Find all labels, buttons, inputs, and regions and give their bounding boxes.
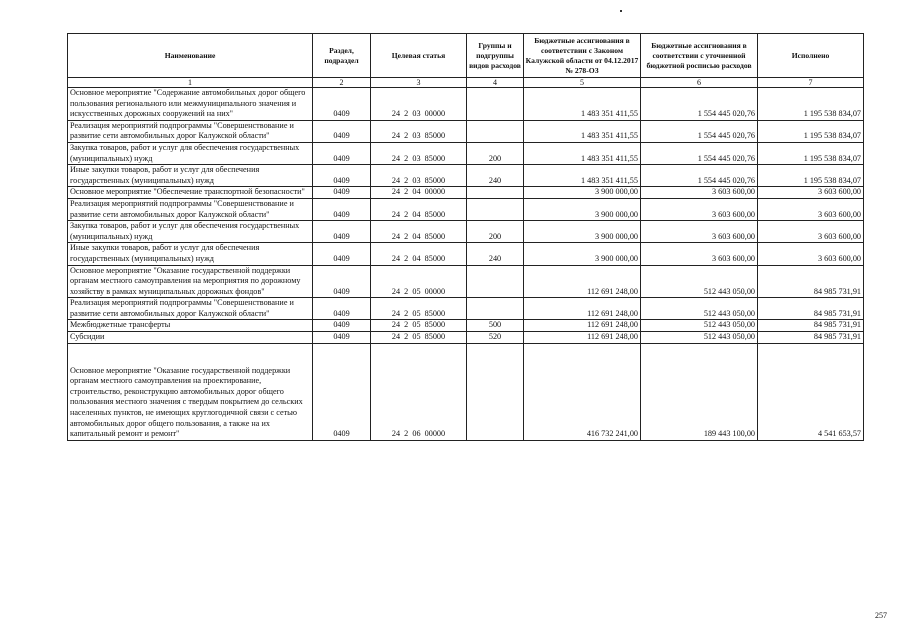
cell-executed-amount: 1 195 538 834,07 [758, 142, 864, 164]
header-executed: Исполнено [758, 34, 864, 78]
cell-refined-amount: 512 443 050,00 [641, 265, 758, 298]
header-group: Группы и подгруппы видов расходов [467, 34, 524, 78]
cell-target: 24 2 03 85000 [371, 120, 467, 142]
cell-refined-amount: 1 554 445 020,76 [641, 165, 758, 187]
cell-section: 0409 [313, 88, 371, 121]
cell-executed-amount: 3 603 600,00 [758, 243, 864, 265]
cell-section: 0409 [313, 243, 371, 265]
cell-refined-amount: 3 603 600,00 [641, 221, 758, 243]
cell-group [467, 187, 524, 199]
cell-name: Иные закупки товаров, работ и услуг для обеспечения государственных (муниципальных) нужд [68, 165, 313, 187]
column-number: 5 [524, 78, 641, 88]
cell-refined-amount: 189 443 100,00 [641, 343, 758, 440]
cell-law-amount: 3 900 000,00 [524, 243, 641, 265]
cell-name: Основное мероприятие "Обеспечение транспортной безопасности" [68, 187, 313, 199]
table-body [68, 88, 864, 441]
cell-executed-amount: 84 985 731,91 [758, 320, 864, 332]
table-row [68, 332, 864, 344]
header-refined: Бюджетные ассигнования в соответствии с уточненной бюджетной росписью расходов [641, 34, 758, 78]
cell-law-amount: 416 732 241,00 [524, 343, 641, 440]
column-number: 1 [68, 78, 313, 88]
cell-target: 24 2 03 85000 [371, 165, 467, 187]
cell-group: 240 [467, 165, 524, 187]
column-number-row [68, 78, 864, 88]
cell-refined-amount: 512 443 050,00 [641, 320, 758, 332]
cell-target: 24 2 04 00000 [371, 187, 467, 199]
table-row [68, 187, 864, 199]
column-number: 6 [641, 78, 758, 88]
cell-group [467, 265, 524, 298]
cell-law-amount: 112 691 248,00 [524, 265, 641, 298]
cell-group [467, 298, 524, 320]
cell-name: Реализация мероприятий подпрограммы "Совершенствование и развитие сети автомобильных дорог Калужской области" [68, 198, 313, 220]
cell-executed-amount: 1 195 538 834,07 [758, 165, 864, 187]
table-row [68, 221, 864, 243]
header-row [68, 34, 864, 78]
cell-section: 0409 [313, 142, 371, 164]
column-number: 7 [758, 78, 864, 88]
cell-group [467, 343, 524, 440]
cell-target: 24 2 06 00000 [371, 343, 467, 440]
cell-name: Реализация мероприятий подпрограммы "Совершенствование и развитие сети автомобильных дорог Калужской области" [68, 298, 313, 320]
cell-section: 0409 [313, 265, 371, 298]
cell-group: 240 [467, 243, 524, 265]
cell-executed-amount: 84 985 731,91 [758, 265, 864, 298]
cell-executed-amount: 3 603 600,00 [758, 187, 864, 199]
cell-refined-amount: 1 554 445 020,76 [641, 142, 758, 164]
cell-target: 24 2 04 85000 [371, 198, 467, 220]
cell-executed-amount: 3 603 600,00 [758, 198, 864, 220]
cell-group: 200 [467, 221, 524, 243]
cell-group [467, 120, 524, 142]
cell-law-amount: 1 483 351 411,55 [524, 142, 641, 164]
column-number: 2 [313, 78, 371, 88]
cell-group: 200 [467, 142, 524, 164]
cell-name: Основное мероприятие "Содержание автомобильных дорог общего пользования регионального или межмуниципального значения и искусственных дорожных сооружений на них" [68, 88, 313, 121]
cell-refined-amount: 3 603 600,00 [641, 243, 758, 265]
cell-law-amount: 3 900 000,00 [524, 221, 641, 243]
cell-section: 0409 [313, 298, 371, 320]
column-number: 4 [467, 78, 524, 88]
cell-group: 520 [467, 332, 524, 344]
header-section: Раздел, подраздел [313, 34, 371, 78]
cell-law-amount: 3 900 000,00 [524, 187, 641, 199]
cell-executed-amount: 1 195 538 834,07 [758, 88, 864, 121]
cell-name: Основное мероприятие "Оказание государственной поддержки органам местного самоуправления на проектирование, строительство, реконструкцию автомобильных дорог общего пользования местного значения с твердым покрытием до сельских населенных пунктов, не имеющих круглогодичной связи с сетью автомобильных дорог общего пользования, а также на их капитальный ремонт и ремонт" [68, 343, 313, 440]
cell-target: 24 2 05 85000 [371, 332, 467, 344]
table-row [68, 142, 864, 164]
cell-refined-amount: 512 443 050,00 [641, 298, 758, 320]
cell-section: 0409 [313, 221, 371, 243]
cell-group [467, 198, 524, 220]
cell-refined-amount: 3 603 600,00 [641, 187, 758, 199]
cell-section: 0409 [313, 320, 371, 332]
cell-group [467, 88, 524, 121]
cell-executed-amount: 84 985 731,91 [758, 298, 864, 320]
cell-refined-amount: 3 603 600,00 [641, 198, 758, 220]
cell-section: 0409 [313, 343, 371, 440]
table-row [68, 243, 864, 265]
cell-refined-amount: 1 554 445 020,76 [641, 120, 758, 142]
cell-name: Реализация мероприятий подпрограммы "Совершенствование и развитие сети автомобильных дорог Калужской области" [68, 120, 313, 142]
cell-target: 24 2 04 85000 [371, 221, 467, 243]
cell-law-amount: 1 483 351 411,55 [524, 165, 641, 187]
cell-name: Субсидии [68, 332, 313, 344]
header-name: Наименование [68, 34, 313, 78]
header-target: Целевая статья [371, 34, 467, 78]
cell-section: 0409 [313, 187, 371, 199]
table-row [68, 320, 864, 332]
scan-speck [620, 10, 622, 12]
table-row [68, 265, 864, 298]
cell-name: Межбюджетные трансферты [68, 320, 313, 332]
cell-executed-amount: 3 603 600,00 [758, 221, 864, 243]
cell-executed-amount: 84 985 731,91 [758, 332, 864, 344]
cell-refined-amount: 512 443 050,00 [641, 332, 758, 344]
cell-target: 24 2 05 00000 [371, 265, 467, 298]
cell-target: 24 2 04 85000 [371, 243, 467, 265]
cell-name: Иные закупки товаров, работ и услуг для обеспечения государственных (муниципальных) нужд [68, 243, 313, 265]
page-number: 257 [875, 611, 887, 620]
column-number: 3 [371, 78, 467, 88]
cell-law-amount: 1 483 351 411,55 [524, 88, 641, 121]
table-row [68, 88, 864, 121]
table-row [68, 298, 864, 320]
cell-section: 0409 [313, 332, 371, 344]
cell-name: Закупка товаров, работ и услуг для обеспечения государственных (муниципальных) нужд [68, 142, 313, 164]
cell-name: Закупка товаров, работ и услуг для обеспечения государственных (муниципальных) нужд [68, 221, 313, 243]
table-row [68, 165, 864, 187]
cell-target: 24 2 05 85000 [371, 298, 467, 320]
budget-table [67, 33, 864, 441]
cell-law-amount: 112 691 248,00 [524, 332, 641, 344]
table-row [68, 198, 864, 220]
cell-section: 0409 [313, 198, 371, 220]
cell-group: 500 [467, 320, 524, 332]
cell-law-amount: 112 691 248,00 [524, 320, 641, 332]
cell-law-amount: 3 900 000,00 [524, 198, 641, 220]
table-row [68, 343, 864, 440]
cell-section: 0409 [313, 165, 371, 187]
cell-target: 24 2 03 00000 [371, 88, 467, 121]
cell-executed-amount: 4 541 653,57 [758, 343, 864, 440]
cell-law-amount: 112 691 248,00 [524, 298, 641, 320]
cell-section: 0409 [313, 120, 371, 142]
table-row [68, 120, 864, 142]
cell-target: 24 2 05 85000 [371, 320, 467, 332]
cell-executed-amount: 1 195 538 834,07 [758, 120, 864, 142]
header-law: Бюджетные ассигнования в соответствии с Законом Калужской области от 04.12.2017 № 278-ОЗ [524, 34, 641, 78]
cell-target: 24 2 03 85000 [371, 142, 467, 164]
cell-law-amount: 1 483 351 411,55 [524, 120, 641, 142]
cell-refined-amount: 1 554 445 020,76 [641, 88, 758, 121]
cell-name: Основное мероприятие "Оказание государственной поддержки органам местного самоуправления на мероприятия по дорожному хозяйству в рамках муниципальных дорожных фондов" [68, 265, 313, 298]
